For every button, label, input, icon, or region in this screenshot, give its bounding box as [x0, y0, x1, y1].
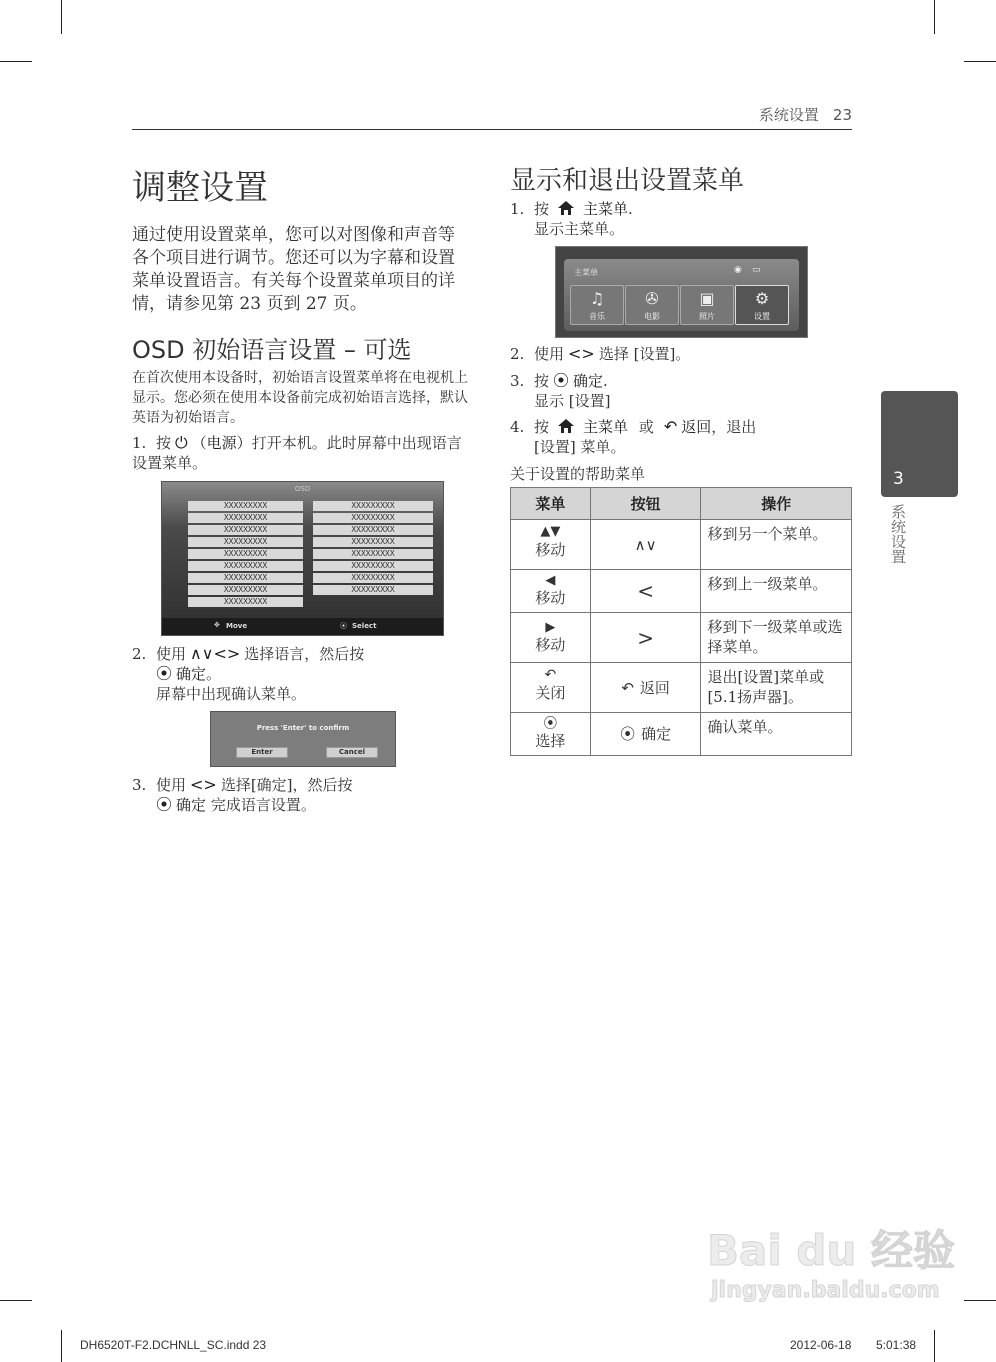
move-hint: Move: [226, 622, 248, 630]
select-hint: Select: [352, 622, 377, 630]
language-option[interactable]: XXXXXXXXX: [313, 501, 433, 511]
power-icon: ⏻: [175, 433, 188, 452]
select-icon: ⦿: [340, 622, 347, 630]
step-text: 打开本机。此时屏幕中出现语言设置菜单。: [132, 434, 462, 472]
button-cell: ∧∨: [590, 520, 701, 570]
step-line: 显示主菜单。: [534, 220, 625, 238]
step-line: 显示 [设置]: [534, 392, 611, 410]
step-number: 2.: [510, 345, 525, 363]
menu-cell: [511, 713, 591, 756]
right-arrow-icon: ▶: [545, 619, 556, 635]
action-cell: 退出[设置]菜单或[5.1扬声器]。: [701, 663, 852, 713]
language-option[interactable]: XXXXXXXXX: [313, 585, 433, 595]
step-text: 按: [534, 372, 550, 390]
cancel-button[interactable]: Cancel: [326, 747, 378, 758]
intro-paragraph: 通过使用设置菜单，您可以对图像和声音等各个项目进行调节。您还可以为字幕和设置菜单设置语言。有关每个设置菜单项目的详情，请参见第 23 页到 27 页。: [132, 225, 455, 314]
step-number: 2.: [132, 645, 147, 663]
button-cell: [590, 713, 701, 756]
step-text: 按: [534, 200, 550, 218]
table-row: [511, 570, 852, 613]
menu-step-3: [510, 371, 850, 411]
table-row: [511, 663, 852, 713]
step-line: [132, 795, 472, 815]
menu-label: 关闭: [535, 684, 566, 702]
home-icon: [557, 200, 575, 216]
tile-label: 照片: [699, 312, 715, 321]
tile-music[interactable]: [570, 285, 624, 325]
step-number: 1.: [132, 434, 147, 452]
confirm-dialog: [210, 711, 396, 767]
back-key-label: 返回: [681, 418, 712, 436]
arrow-keys-icon: <>: [190, 775, 217, 794]
home-menu-screen: [555, 246, 808, 338]
enter-icon: ⦿: [553, 371, 570, 390]
enter-icon: ⦿: [156, 795, 173, 814]
language-option[interactable]: XXXXXXXXX: [313, 573, 433, 583]
enter-icon: ⦿: [156, 664, 173, 683]
move-icon: ✥: [214, 621, 220, 629]
step-text: 使用: [156, 776, 187, 794]
home-menu-panel: [564, 259, 799, 331]
column-header: 操作: [701, 488, 852, 520]
step-text: 使用: [156, 645, 187, 663]
crop-mark: [61, 0, 62, 34]
back-icon: ↶: [663, 417, 678, 436]
home-menu-title: 主菜单: [574, 268, 598, 277]
column-header: 菜单: [511, 488, 591, 520]
button-label: 确定: [641, 725, 672, 743]
action-cell: 移到另一个菜单。: [701, 520, 852, 570]
step-number: 3.: [510, 372, 525, 390]
up-down-icon: ▲▼: [540, 524, 561, 539]
action-cell: 移到下一级菜单或选择菜单。: [701, 613, 852, 663]
back-icon: ↶: [544, 667, 557, 683]
confirm-message: Press 'Enter' to confirm: [256, 724, 350, 732]
language-option[interactable]: XXXXXXXXX: [188, 549, 303, 559]
page-title: 调整设置: [132, 168, 268, 208]
table-row: [511, 613, 852, 663]
menu-label: 选择: [535, 732, 566, 750]
footer-date: 2012-06-18: [790, 1338, 852, 1352]
button-cell: >: [590, 613, 701, 663]
step-text: 按: [156, 434, 172, 452]
menu-step-2: [510, 344, 850, 364]
crop-mark: [934, 1330, 935, 1362]
chapter-number: 3: [893, 469, 904, 489]
button-label: 返回: [639, 678, 670, 697]
menu-cell: [511, 663, 591, 713]
header-rule: [132, 129, 852, 130]
menu-label: 移动: [535, 541, 566, 559]
header-section: 系统设置: [758, 106, 819, 124]
menu-cell: [511, 613, 591, 663]
arrow-keys-icon: <>: [568, 344, 595, 363]
menu-step-4: [510, 417, 852, 457]
language-option[interactable]: XXXXXXXXX: [188, 501, 303, 511]
language-option[interactable]: XXXXXXXXX: [188, 573, 303, 583]
step-line: [设置] 菜单。: [534, 438, 626, 456]
tile-label: 电影: [644, 312, 660, 321]
language-option[interactable]: XXXXXXXXX: [313, 549, 433, 559]
tile-label: 设置: [754, 312, 770, 321]
watermark-brand: Bai du 经验: [707, 1226, 955, 1275]
enter-key-label: 确定: [176, 796, 207, 814]
step-text: 使用: [534, 345, 565, 363]
step-text: 选择[确定]，然后按: [220, 776, 353, 794]
music-icon: ♫: [589, 289, 605, 308]
back-icon: ↶: [621, 678, 634, 697]
footer-time: 5:01:38: [876, 1338, 917, 1352]
home-key-label: 主菜单: [583, 200, 629, 218]
gear-icon: ⚙: [754, 289, 770, 308]
crop-mark: [964, 61, 996, 62]
osd-intro: 在首次使用本设备时，初始语言设置菜单将在电视机上显示。您必须在使用本设备前完成初始语言选择，默认英语为初始语言。: [132, 370, 468, 426]
enter-icon: ⦿: [620, 725, 636, 743]
crop-mark: [0, 1300, 32, 1301]
step-text: .: [603, 372, 608, 390]
button-cell: <: [590, 570, 701, 613]
page-number: 23: [832, 106, 852, 124]
tile-movie[interactable]: [625, 285, 679, 325]
button-cell: [590, 663, 701, 713]
step-text: 按: [534, 418, 550, 436]
chapter-tab: [881, 391, 958, 497]
home-icon: [557, 418, 575, 434]
language-option[interactable]: XXXXXXXXX: [313, 513, 433, 523]
osd-title: OSD: [294, 485, 311, 493]
watermark-url: jingyan.baidu.com: [711, 1278, 940, 1303]
column-header: 按钮: [590, 488, 701, 520]
language-option[interactable]: XXXXXXXXX: [188, 537, 303, 547]
language-option[interactable]: XXXXXXXXX: [188, 585, 303, 595]
left-arrow-icon: ◀: [545, 573, 556, 588]
osd-language-screen: [161, 481, 444, 636]
enter-key-label: 确定: [176, 665, 207, 683]
language-option[interactable]: XXXXXXXXX: [188, 513, 303, 523]
enter-icon: ⦿: [543, 716, 558, 732]
movie-icon: ✇: [645, 289, 659, 308]
watermark: [707, 1218, 955, 1303]
step-line: 屏幕中出现确认菜单。: [156, 685, 307, 703]
osd-footer: [162, 618, 443, 635]
step-text: 。: [206, 665, 222, 683]
home-key-label: 主菜单: [583, 418, 629, 436]
tile-settings[interactable]: [735, 285, 789, 325]
language-option[interactable]: XXXXXXXXX: [313, 537, 433, 547]
menu-label: 移动: [535, 635, 566, 654]
step-number: 4.: [510, 418, 525, 436]
crop-mark: [0, 61, 32, 62]
power-key-label: （电源）: [191, 434, 252, 452]
menu-cell: [511, 520, 591, 570]
step-number: 3.: [132, 776, 147, 794]
enter-key-label: 确定: [573, 372, 604, 390]
language-option[interactable]: XXXXXXXXX: [313, 561, 433, 571]
chapter-label: 系统设置: [889, 504, 907, 564]
language-option[interactable]: XXXXXXXXX: [313, 525, 433, 535]
osd-step-2: [132, 644, 472, 704]
tile-photo[interactable]: [680, 285, 734, 325]
photo-icon: ▣: [699, 289, 715, 308]
language-option[interactable]: XXXXXXXXX: [188, 525, 303, 535]
table-caption: 关于设置的帮助菜单: [510, 465, 646, 483]
menu-cell: [511, 570, 591, 613]
language-option[interactable]: XXXXXXXXX: [188, 561, 303, 571]
step-line: [132, 664, 472, 684]
osd-step-3: [132, 775, 472, 815]
crop-mark: [964, 1300, 996, 1301]
action-cell: 确认菜单。: [701, 713, 852, 756]
arrow-keys-icon: ∧∨<>: [190, 644, 241, 663]
tile-label: 音乐: [589, 312, 605, 321]
step-text: 选择 [设置]。: [598, 345, 691, 363]
step-text: 完成语言设置。: [210, 796, 316, 814]
step-number: 1.: [510, 200, 525, 218]
section-title: 显示和退出设置菜单: [510, 166, 745, 196]
action-cell: 移到上一级菜单。: [701, 570, 852, 613]
enter-button[interactable]: Enter: [236, 747, 288, 758]
step-text: 选择语言，然后按: [244, 645, 365, 663]
footer-file: DH6520T-F2.DCHNLL_SC.indd 23: [80, 1338, 267, 1352]
table-row: [511, 713, 852, 756]
step-text: 或: [638, 418, 654, 436]
osd-step-1: [132, 433, 468, 473]
disc-icon: ◉: [734, 265, 742, 275]
menu-label: 移动: [535, 589, 566, 607]
running-header: [759, 104, 852, 125]
help-table: [510, 487, 852, 756]
osd-heading: OSD 初始语言设置 – 可选: [132, 336, 412, 364]
usb-icon: ▭: [752, 265, 761, 275]
menu-step-1: [510, 199, 850, 239]
table-header-row: [511, 488, 852, 520]
crop-mark: [934, 0, 935, 34]
language-option[interactable]: XXXXXXXXX: [188, 597, 303, 607]
table-row: [511, 520, 852, 570]
step-text: ，退出: [711, 418, 757, 436]
step-text: .: [628, 200, 633, 218]
crop-mark: [61, 1330, 62, 1362]
